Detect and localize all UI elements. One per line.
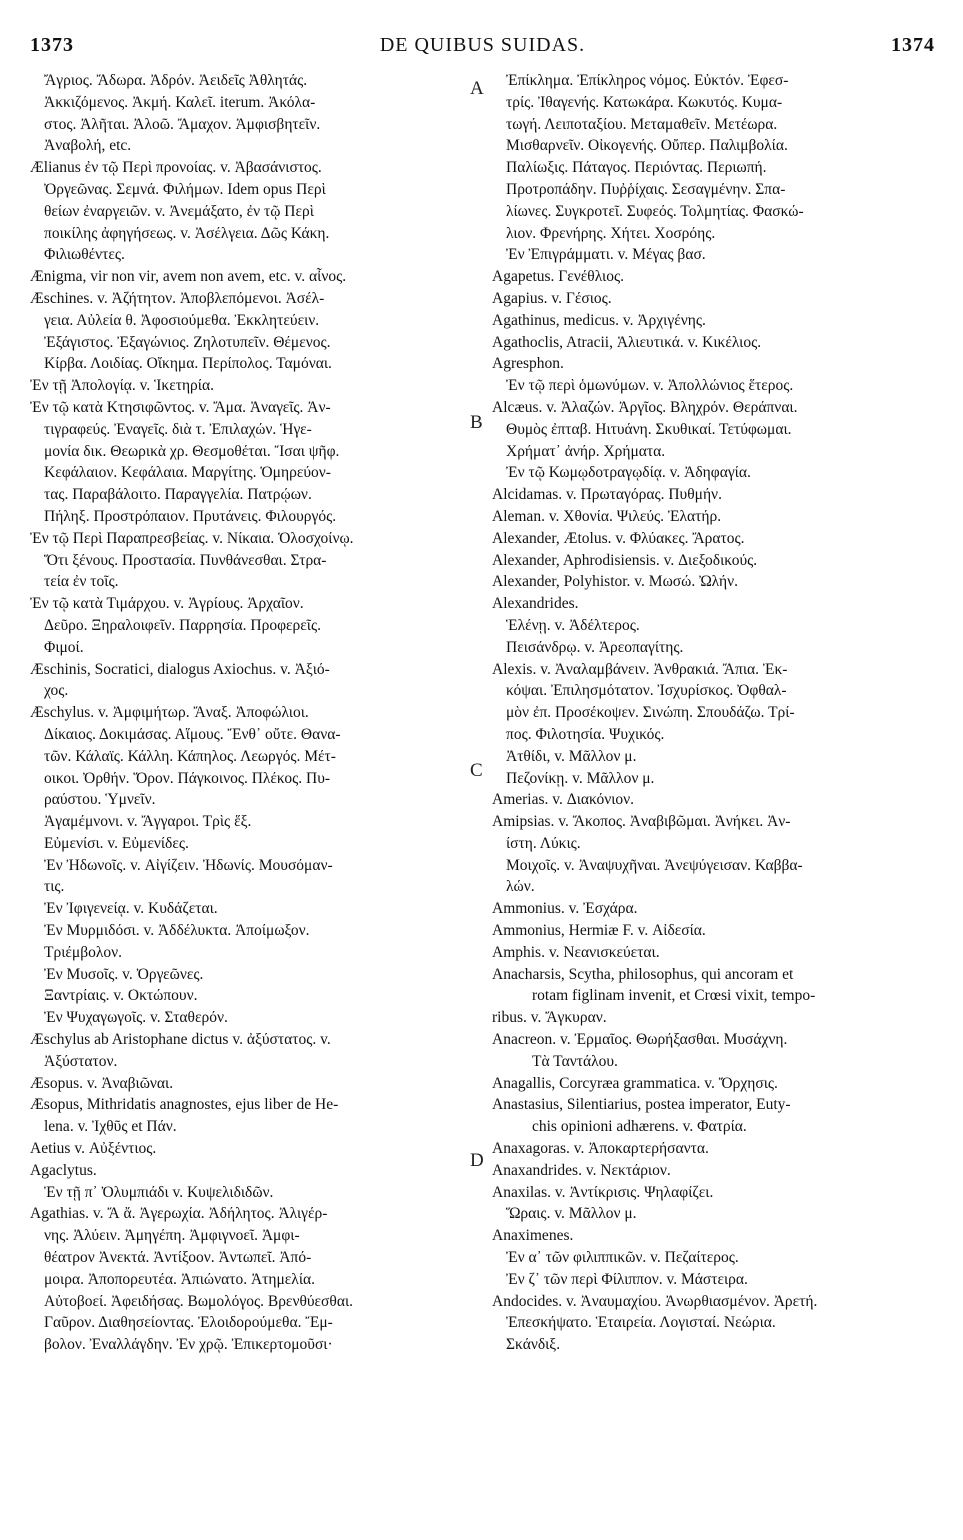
entry-line: Προτροπάδην. Πυῤῥίχαις. Σεσαγμένην. Σπα- <box>506 180 786 198</box>
entry-line: στος. Ἀλῆται. Ἀλοῶ. Ἄμαχον. Ἀμφισβητεῖν. <box>44 115 321 133</box>
entry-line: μοιρα. Ἀποπορευτέα. Ἀπιώνατο. Ἀτημελία. <box>44 1270 315 1288</box>
entry-line: Τριέμβολον. <box>44 943 122 961</box>
entry-line: Æschinis, Socratici, dialogus Axiochus. v. Ἀξιό- <box>30 660 330 678</box>
entry-line: Agapetus. Γενέθλιος. <box>492 268 624 286</box>
entry-line: Δίκαιος. Δοκιμάσας. Αἵμους. Ἔνθ᾽ οὔτε. Θανα- <box>44 725 341 743</box>
entry-line: Alexander, Polyhistor. v. Μωσώ. Ὠλήν. <box>492 573 739 591</box>
section-marker-d: D <box>470 1150 484 1171</box>
entry-line: Æsopus. v. Ἀναβιῶναι. <box>30 1074 174 1092</box>
entry-line: Ænigma, vir non vir, avem non avem, etc. v. αἶνος. <box>30 268 347 286</box>
entry-line: Μοιχοῖς. v. Ἀναψυχῆναι. Ἀνεψύγεισαν. Καββα- <box>506 856 803 874</box>
entry-line: Πεζονίκῃ. v. Μᾶλλον μ. <box>506 769 655 787</box>
entry-line: Δεῦρο. Ξηραλοιφεῖν. Παρρησία. Προφερεῖς. <box>44 616 321 634</box>
entry-line: Ξαντρίαις. v. Οκτώπουν. <box>44 987 198 1005</box>
entry-line: Ἐν τῷ κατὰ Τιμάρχου. v. Ἀγρίους. Ἀρχαῖον. <box>30 595 304 613</box>
entry-line: Agathoclis, Atracii, Ἁλιευτικά. v. Κικέλιος. <box>492 333 762 351</box>
entry-line: Κεφάλαιον. Κεφάλαια. Μαργίτης. Ὁμηρεύον- <box>44 464 331 482</box>
entry-line: Ὥραις. v. Μᾶλλον μ. <box>506 1205 637 1223</box>
entry-line: Φιλιωθέντες. <box>44 246 125 264</box>
entry-line: Τὰ Ταντάλου. <box>532 1052 618 1070</box>
entry-line: τιγραφεύς. Ἐναγεῖς. διὰ τ. Ἐπιλαχών. Ἡγε- <box>44 420 312 438</box>
entry-line: τρίς. Ἰθαγενής. Κατωκάρα. Κωκυτός. Κυμα- <box>506 93 783 111</box>
entry-line: Agapius. v. Γέσιος. <box>492 289 612 307</box>
entry-line: Ἐν τῷ Κωμῳδοτραγῳδίᾳ. v. Ἀδηφαγία. <box>506 464 751 482</box>
entry-line: Εὐμενίσι. v. Εὐμενίδες. <box>44 834 189 852</box>
section-marker-a: A <box>470 78 484 99</box>
entry-line: Alexandrides. <box>492 595 579 613</box>
entry-line: Ἐν τῇ Ἀπολογίᾳ. v. Ἱκετηρία. <box>30 377 214 395</box>
left-column <box>30 70 470 1356</box>
entry-line: Ἑλένῃ. v. Ἀδέλτερος. <box>506 616 640 634</box>
entry-line: Ἐν ζ᾽ τῶν περὶ Φίλιππον. v. Μάστειρα. <box>506 1270 748 1288</box>
entry-line: lena. v. Ἰχθῦς et Πάν. <box>44 1118 177 1136</box>
entry-line: Amphis. v. Νεανισκεύεται. <box>492 943 660 961</box>
entry-line: λών. <box>506 878 535 896</box>
entry-line: Anastasius, Silentiarius, postea imperator, Euty- <box>492 1096 791 1114</box>
right-column <box>492 70 932 1356</box>
entry-line: Amipsias. v. Ἄκοπος. Ἀναβιβῶμαι. Ἀνήκει. Ἀν- <box>492 813 791 831</box>
entry-line: Ἐν τῇ π᾽ Ὀλυμπιάδι v. Κυψελιδιδῶν. <box>44 1183 274 1201</box>
entry-line: Æsopus, Mithridatis anagnostes, ejus liber de He- <box>30 1096 339 1114</box>
entry-line: Agaclytus. <box>30 1161 97 1179</box>
page-header <box>30 34 935 62</box>
entry-line: Andocides. v. Ἀναυμαχίου. Ἀνωρθιασμένον. Ἀρετή. <box>492 1292 818 1310</box>
entry-line: γεια. Αὐλεία θ. Ἀφοσιούμεθα. Ἐκκλητεύειν. <box>44 311 320 329</box>
entry-line: Anaximenes. <box>492 1227 574 1245</box>
entry-line: Ἀτθίδι, v. Μᾶλλον μ. <box>506 747 637 765</box>
entry-line: Anacreon. v. Ἐρμαῖος. Θωρήξασθαι. Μυσάχνη. <box>492 1031 788 1049</box>
entry-line: Æschylus. v. Ἀμφιμήτωρ. Ἄναξ. Ἀποφώλιοι. <box>30 704 309 722</box>
entry-line: Æschylus ab Aristophane dictus v. ἀξύστατος. v. <box>30 1031 331 1049</box>
entry-line: Ἐν Ἠδωνοῖς. v. Αἰγίζειν. Ἠδωνίς. Μουσόμαν- <box>44 856 333 874</box>
entry-line: Anaxilas. v. Ἀντίκρισις. Ψηλαφίζει. <box>492 1183 714 1201</box>
entry-line: οικοι. Ὀρθήν. Ὅρον. Πάγκοινος. Πλέκος. Πυ- <box>44 769 331 787</box>
entry-line: λιον. Φρενήρης. Χήτει. Χοσρόης. <box>506 224 716 242</box>
entry-line: Ἐν α᾽ τῶν φιλιππικῶν. v. Πεζαίτερος. <box>506 1249 739 1267</box>
entry-line: Ἐν Ψυχαγωγοῖς. v. Σταθερόν. <box>44 1009 228 1027</box>
entry-line: Φιμοί. <box>44 638 84 656</box>
entry-line: Μισθαρνεῖν. Οἰκογενής. Οὔπερ. Παλιμβολία. <box>506 137 788 155</box>
entry-line: θέατρον Ἀνεκτά. Ἀντίξοον. Ἀντωπεῖ. Ἀπό- <box>44 1249 312 1267</box>
entry-line: νης. Ἀλύειν. Ἀμηγέπη. Ἀμφιγνοεῖ. Ἀμφι- <box>44 1227 300 1245</box>
entry-line: Anacharsis, Scytha, philosophus, qui ancoram et <box>492 965 794 983</box>
entry-line: Ἀξύστατον. <box>44 1052 118 1070</box>
entry-line: Πεισάνδρῳ. v. Ἀρεοπαγίτης. <box>506 638 684 656</box>
entry-line: πος. Φιλοτησία. Ψυχικός. <box>506 725 665 743</box>
entry-line: τις. <box>44 878 65 896</box>
entry-line: Agresphon. <box>492 355 564 373</box>
entry-line: Ammonius, Hermiæ F. v. Αἰδεσία. <box>492 922 706 940</box>
entry-line: Ἐπίκλημα. Ἐπίκληρος νόμος. Εὐκτόν. Ἐφεσ- <box>506 72 789 89</box>
entry-line: Anagallis, Corcyræa grammatica. v. Ὄρχησις. <box>492 1074 778 1092</box>
entry-line: Ἄγριος. Ἄδωρα. Ἀδρόν. Ἀειδεῖς Ἀθλητάς. <box>44 72 308 89</box>
entry-line: Alcidamas. v. Πρωταγόρας. Πυθμήν. <box>492 486 722 504</box>
section-marker-c: C <box>470 760 483 781</box>
entry-line: λίωνες. Συγκροτεῖ. Συφεός. Τολμητίας. Φασκώ- <box>506 202 804 220</box>
entry-line: Ἐν τῷ περὶ ὁμωνύμων. v. Ἀπολλώνιος ἕτερος. <box>506 377 794 395</box>
entry-line: Ἐν Μυσοῖς. v. Ὀργεῶνες. <box>44 965 204 983</box>
section-marker-b: B <box>470 412 483 433</box>
entry-line: Ἐν τῷ κατὰ Κτησιφῶντος. v. Ἄμα. Ἀναγεῖς. Ἀν- <box>30 398 331 416</box>
entry-line: Θυμὸς ἐπταβ. Ηιτυάνη. Σκυθικαί. Τετύφωμαι. <box>506 420 792 438</box>
entry-line: τας. Παραβάλοιτο. Παραγγελία. Πατρῴων. <box>44 486 312 504</box>
entry-line: chis opinioni adhærens. v. Φατρία. <box>532 1118 747 1136</box>
entry-line: Κίρβα. Λοιδίας. Οἴκημα. Περίπολος. Ταμόναι. <box>44 355 332 373</box>
entry-line: ραύστου. Ὑμνεῖν. <box>44 791 156 809</box>
entry-line: Alexis. v. Ἀναλαμβάνειν. Ἀνθρακιά. Ἄπια. Ἐκ- <box>492 660 788 678</box>
entry-line: Ælianus ἐν τῷ Περὶ προνοίας. v. Ἀβασάνιστος. <box>30 159 322 177</box>
entry-line: τωγή. Λειποταξίου. Μεταμαθεῖν. Μετέωρα. <box>506 115 778 133</box>
entry-line: Aetius v. Αὐξέντιος. <box>30 1140 157 1158</box>
entry-line: Ἐν Μυρμιδόσι. v. Ἀδδέλυκτα. Ἀποίμωξον. <box>44 922 310 940</box>
entry-line: ribus. v. Ἄγκυραν. <box>492 1009 607 1027</box>
entry-line: Χρήματ᾽ ἀνήρ. Χρήματα. <box>506 442 666 460</box>
entry-line: Ἀκκιζόμενος. Ἀκμή. Καλεῖ. iterum. Ἀκόλα- <box>44 93 316 111</box>
entry-line: ίστη. Λύκις. <box>506 834 581 852</box>
entry-line: Alexander, Ætolus. v. Φλύακες. Ἄρατος. <box>492 529 745 547</box>
entry-line: Alexander, Aphrodisiensis. v. Διεξοδικούς. <box>492 551 758 569</box>
entry-line: Anaxagoras. v. Ἀποκαρτερήσαντα. <box>492 1140 709 1158</box>
entry-line: θείων ἐναργειῶν. v. Ἀνεμάξατο, ἐν τῷ Περὶ <box>44 202 314 220</box>
entry-line: κόψαι. Ἐπιλησμότατον. Ἰσχυρίσκος. Ὀφθαλ- <box>506 682 787 700</box>
entry-line: Amerias. v. Διακόνιον. <box>492 791 635 809</box>
entry-line: Ἀναβολή, etc. <box>44 137 132 155</box>
entry-line: Πήληξ. Προστρόπαιον. Πρυτάνεις. Φιλουργός. <box>44 507 337 525</box>
entry-line: Γαῦρον. Διαθησείοντας. Ἐλοιδορούμεθα. Ἔμ- <box>44 1314 333 1332</box>
entry-line: Ἐν Ἐπιγράμματι. v. Μέγας βασ. <box>506 246 706 264</box>
entry-line: Ἐπεσκήψατο. Ἑταιρεία. Λογισταί. Νεώρια. <box>506 1314 776 1332</box>
entry-line: Ὅτι ξένους. Προστασία. Πυνθάνεσθαι. Στρα- <box>44 551 327 569</box>
entry-line: Agathinus, medicus. v. Ἀρχιγένης. <box>492 311 706 329</box>
entry-line: Ὀργεῶνας. Σεμνά. Φιλήμων. Idem opus Περὶ <box>44 180 326 198</box>
page-number-left: 1373 <box>30 34 74 56</box>
entry-line: Ἐξάγιστος. Ἐξαγώνιος. Ζηλοτυπεῖν. Θέμενος. <box>44 333 331 351</box>
entry-line: Ammonius. v. Ἐσχάρα. <box>492 900 638 918</box>
entry-line: Agathias. v. Ἄ ἄ. Ἀγερωχία. Ἀδήλητος. Ἀλιγέρ- <box>30 1205 328 1223</box>
running-title: DE QUIBUS SUIDAS. <box>379 34 586 56</box>
entry-line: χος. <box>44 682 69 700</box>
entry-line: Anaxandrides. v. Νεκτάριον. <box>492 1161 671 1179</box>
page-number-right: 1374 <box>891 34 935 56</box>
entry-line: Ἐν Ἰφιγενείᾳ. v. Κυδάζεται. <box>44 900 218 918</box>
entry-line: Ἐν τῷ Περὶ Παραπρεσβείας. v. Νίκαια. Ὁλοσχοίνῳ. <box>30 529 354 547</box>
entry-line: μὸν ἐπ. Προσέκοψεν. Σινώπη. Σπουδάζω. Τρί- <box>506 704 795 722</box>
entry-line: Παλίωξις. Πάταγος. Περιόντας. Περιωπή. <box>506 159 767 177</box>
entry-line: Aleman. v. Χθονία. Ψιλεύς. Ἐλατήρ. <box>492 507 722 525</box>
entry-line: τεία ἐν τοῖς. <box>44 573 119 591</box>
entry-line: Ἀγαμέμνονι. v. Ἄγγαροι. Τρὶς ἕξ. <box>44 813 252 831</box>
entry-line: Æschines. v. Ἀζήτητον. Ἀποβλεπόμενοι. Ἀσέλ- <box>30 289 325 307</box>
entry-line: ποικίλης ἀφηγήσεως. v. Ἀσέλγεια. Δῶς Κάκη. <box>44 224 330 242</box>
entry-line: βολον. Ἐναλλάγδην. Ἐν χρῷ. Ἐπικερτομοῦσι· <box>44 1336 333 1354</box>
entry-line: rotam figlinam invenit, et Crœsi vixit, tempo- <box>532 987 816 1005</box>
entry-line: Αὐτοβοεί. Ἀφειδήσας. Βωμολόγος. Βρενθύεσθαι. <box>44 1292 354 1310</box>
entry-line: Σκάνδιξ. <box>506 1336 561 1354</box>
entry-line: Alcæus. v. Ἀλαζών. Ἀργῖος. Βληχρόν. Θεράπναι. <box>492 398 798 416</box>
entry-line: τῶν. Κάλαϊς. Κάλλη. Κάπηλος. Λεωργός. Μέτ- <box>44 747 336 765</box>
entry-line: μονία δικ. Θεωρικὰ χρ. Θεσμοθέται. Ἴσαι ψῆφ. <box>44 442 340 460</box>
